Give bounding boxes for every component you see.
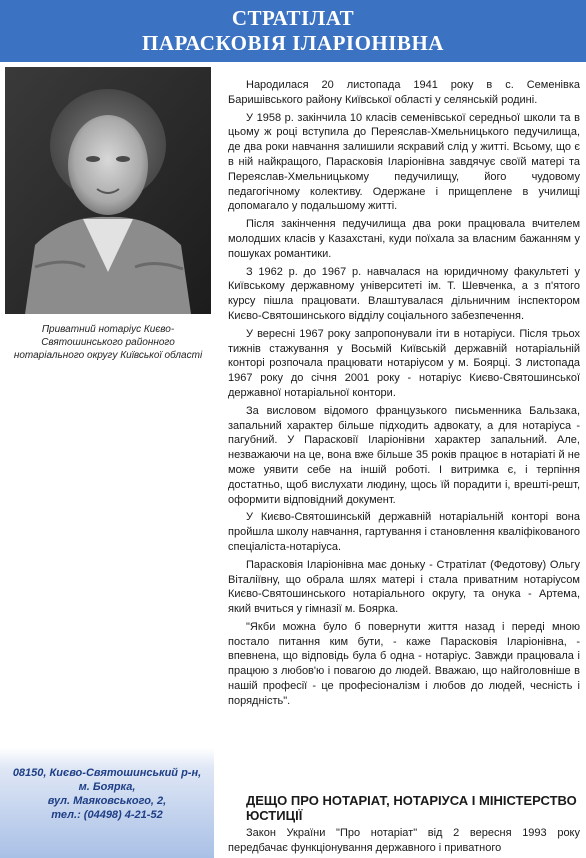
- paragraph: У Києво-Святошинській державній нотаріальній конторі вона пройшла школу навчання, гартування і становлення кваліфікованого спеціаліста-нотаріуса.: [228, 511, 580, 553]
- paragraph: За висловом відомого французького письменника Бальзака, запальний характер більше підходить адвокату, а для нотаріуса - пагубний. У Парасковії Іларіонівни характер запальний. Але, незважаючи на це, вона вже більше 35 років працює в нотаріаті й не може уявити себе на іншій роботі. І витримка є, і терпіння достатньо, щоб вислухати людину, щось їй порадити і, врешті-решт, оформити відповідний документ.: [228, 404, 580, 506]
- paragraph: У вересні 1967 року запропонували іти в нотаріуси. Після трьох тижнів стажування у Восьмій Київській державній нотаріальній конторі розпочала працювати нотаріусом у м. Боярці. З листопада 1967 року до січня 2001 року - нотаріус Києво-Святошинської державної нотаріальної контори.: [228, 327, 580, 399]
- paragraph: "Якби можна було б повернути життя назад і переді мною постало питання ким бути, - каже Парасковія Іларіонівна, - впевнена, що відповідь була б одна - нотаріус. Завжди працювала і працюю з любов'ю і повагою до людей. Вважаю, що найголовніше в нашій професії - це професіоналізм і любов до людей, чесність і порядність".: [228, 620, 580, 707]
- title-banner: [0, 0, 586, 62]
- section-text: [228, 826, 580, 856]
- photo-caption: Приватний нотаріус Києво-Святошинського районного нотаріального округу Київської області: [13, 324, 203, 361]
- paragraph: Закон України "Про нотаріат" від 2 вересня 1993 року передбачає функціонування державного і приватного: [228, 827, 580, 854]
- surname-title: СТРАТІЛАТ: [231, 6, 355, 30]
- paragraph: Народилася 20 листопада 1941 року в с. Семенівка Баришівського району Київської області у селянській родині.: [228, 79, 580, 106]
- paragraph: У 1958 р. закінчила 10 класів семенівської середньої школи та в цьому ж році вступила до Переяслав-Хмельницького педучилища, де два роки навчання залишили яскравий слід у житті. Всьому, що є в ній найкращого, Парасковія Іларіонівна завдячує своїй матері та Переяслав-Хмельницькому педучилищу, його чудовому педагогічному колективу. Одержане і прищеплене в училищі допомагало у подальшому житті.: [228, 111, 580, 213]
- paragraph: Парасковія Іларіонівна має доньку - Стратілат (Федотову) Ольгу Віталіївну, що обрала шлях матері і стала приватним нотаріусом Києво-Святошинського нотаріального округу, та онука - Артема, який вчиться у гімназії м. Боярка.: [228, 558, 580, 616]
- section-heading: ДЕЩО ПРО НОТАРІАТ, НОТАРІУСА І МІНІСТЕРСТВО ЮСТИЦІЇ: [246, 793, 577, 823]
- full-name-title: ПАРАСКОВІЯ ІЛАРІОНІВНА: [142, 31, 444, 55]
- address-city-line: м. Боярка,: [78, 781, 136, 793]
- paragraph: Після закінчення педучилища два роки працювала вчителем молодших класів у Казахстані, куди поїхала за власним бажанням у пошуках романтики.: [228, 218, 580, 260]
- portrait-photo: [5, 67, 211, 314]
- paragraph: З 1962 р. до 1967 р. навчалася на юридичному факультеті у Київському державному університеті ім. Т. Шевченка, а з п'ятого курсу пішла працювати. Влаштувалася дільничним інспектором Києво-Святошинського відділу соціального забезпечення.: [228, 265, 580, 322]
- biography-text: [228, 78, 580, 712]
- contact-address-block: [0, 748, 214, 858]
- address-phone-line: тел.: (04498) 4-21-52: [51, 809, 163, 821]
- address-street-line: вул. Маяковського, 2,: [47, 795, 167, 807]
- address-postal-line: 08150, Києво-Святошинський р-н,: [12, 767, 202, 779]
